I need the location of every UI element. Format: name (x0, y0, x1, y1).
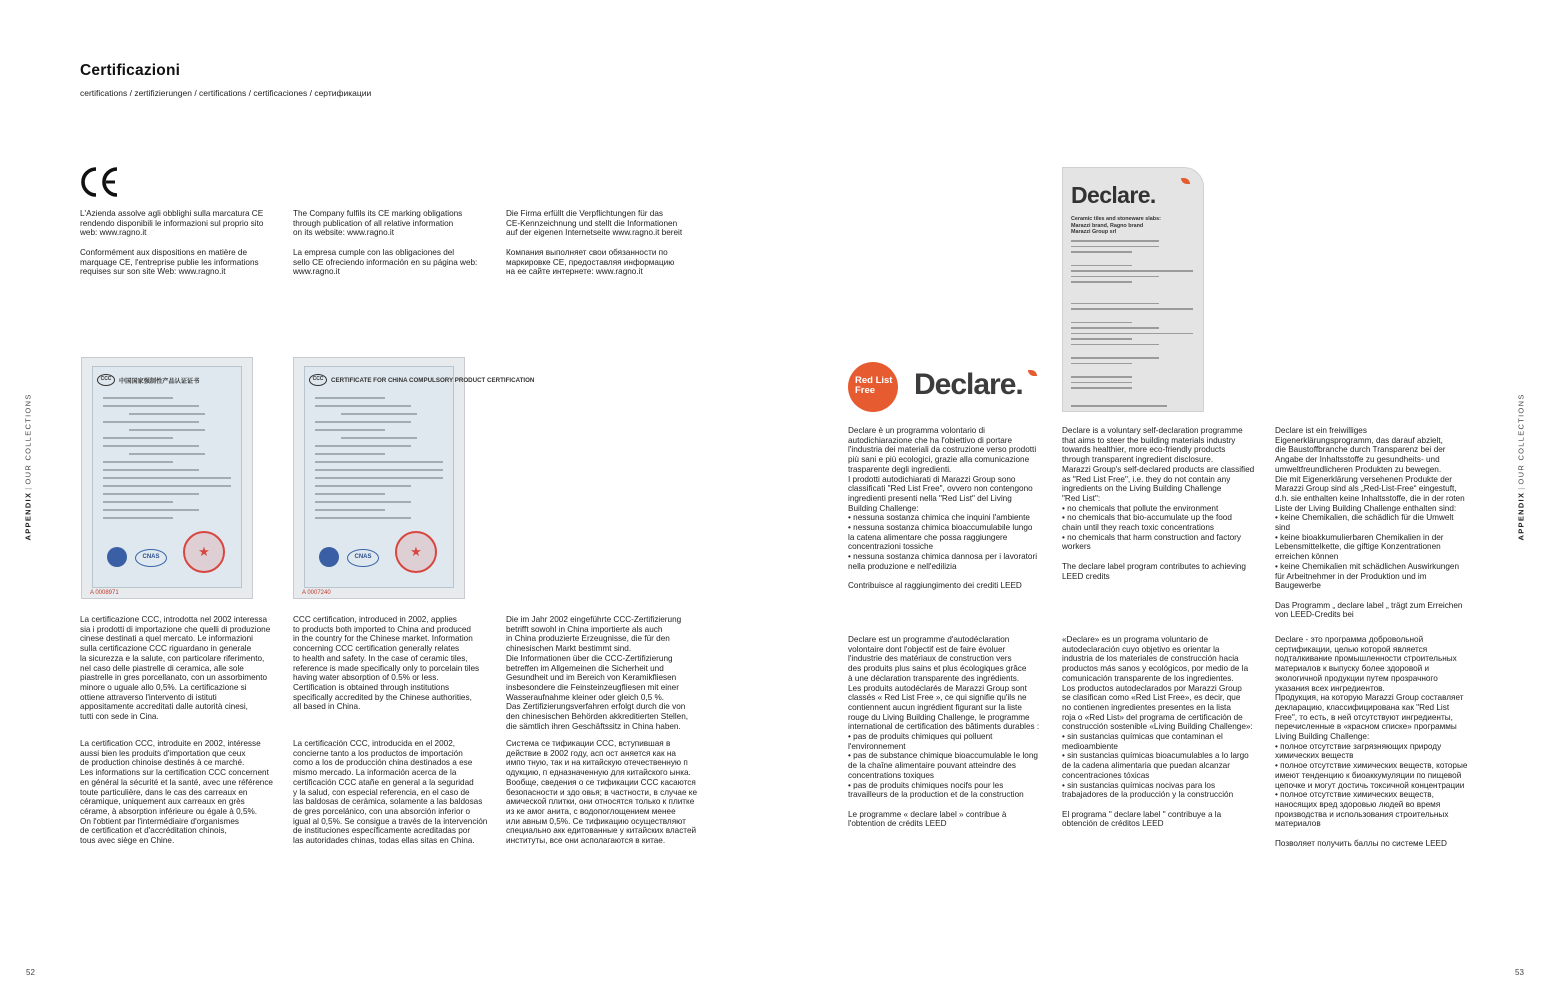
declare-text-ru: Declare - это программа добровольной сертификации, целью которой является подталкивание промышленности строительных материалов к выпуску более здоровой и экологичной продукции путем прозрачного указания всех ингредиентов. Продукция, на которую Marazzi Group составляет декларацию, классифицирована как "Red List Free", то есть, в ней отсутствуют ингредиенты, перечисленные в «красном списке» программы Living Building Challenge: • полное отсутствие загрязняющих природу химических веществ • полное отсутствие химических веществ, которые имеют тенденцию к биоаккумуляции по пищевой цепочке и могут достичь токсичной концентрации • полное отсутствие химических веществ, наносящих вред здоровью людей во время производства и использования строительных материалов Позволяет получить баллы по системе LEED (1275, 635, 1468, 848)
declare-product-label (1062, 167, 1204, 412)
red-stamp-icon (183, 531, 225, 573)
ccc-logo-icon: CCC (309, 374, 327, 386)
leaf-icon (1181, 178, 1190, 184)
leaf-icon (1028, 370, 1037, 376)
ce-mark-icon (80, 166, 122, 198)
declare-text-es: «Declare» es un programa voluntario de autodeclaración cuyo objetivo es orientar la industria de los materiales de construcción hacia productos más sanos y ecológicos, por medio de la comunicación transparente de los ingredientes. Los productos autodeclarados por Marazzi Group se clasifican como «Red List Free», es decir, que no contienen ingredientes presentes en la lista roja o «Red List» del programa de certificación de construcción sostenible «Living Building Challenge»: • sin sustancias químicas que contaminan el medioambiente • sin sustancias químicas bioacumulables a lo largo de la cadena alimentaria que puedan alcanzar concentraciones tóxicas • sin sustancias químicas nocivas para los trabajadores de la producción y la construcción El programa " declare label " contribuye a la obtención de créditos LEED (1062, 635, 1253, 829)
cnas-logo-icon: CNAS (135, 549, 167, 567)
side-label-bold: APPENDIX (23, 491, 33, 541)
ce-text-en: The Company fulfils its CE marking obligations through publication of all relative information on its website: www.ragno.it (293, 209, 463, 238)
page-title: Certificazioni (80, 62, 181, 79)
declare-logo: Declare. (914, 368, 1023, 401)
ccc-certificate-chinese (81, 357, 253, 599)
ccc-certificate-english (293, 357, 535, 599)
ce-text-de: Die Firma erfüllt die Verpflichtungen für das CE-Kennzeichnung und stellt die Informationen auf der eigenen Internetseite www.ragno.it bereit (506, 209, 683, 238)
ce-text-fr: Conformément aux dispositions en matière de marquage CE, l'entreprise publie les informations requises sur son site Web: www.ragno.it (80, 248, 259, 277)
seal-icon (107, 547, 127, 567)
ccc-text-es: La certificación CCC, introducida en el 2002, concierne tanto a los productos de importación como a los de producción china destinados a ese mismo mercado. La información acerca de la certificación CCC atañe en general a la seguridad y la salud, con especial referencia, en el caso de las baldosas de cerámica, solamente a las baldosas de gres porcelánico, con una absorción inferior o igual al 0,5%. Se consigue a través de la intervención de instituciones específicamente acreditadas por las autoridades chinas, todas ellas sitas en China. (293, 739, 488, 846)
ccc-text-it: La certificazione CCC, introdotta nel 2002 interessa sia i prodotti di importazione che quelli di produzione cinese destinati a quel mercato. Le informazioni sulla certificazione CCC riguardano in generale la sicurezza e la salute, con particolare riferimento, nel caso delle piastrelle di ceramica, alle sole piastrelle in gres porcellanato, con un assorbimento minore o uguale allo 0,5%. La certificazione si ottiene attraverso l'intervento di istituti appositamente accreditati dalle autorità cinesi, tutti con sede in Cina. (80, 615, 271, 722)
side-label-rest: OUR COLLECTIONS (1516, 393, 1526, 485)
ccc-text-fr: La certification CCC, introduite en 2002, intéresse aussi bien les produits d'importation que ceux de production chinoise destinés à ce marché. Les informations sur la certification CCC concernent en général la sécurité et la santé, avec une référence toute particulière, dans le cas des carreaux en céramique, uniquement aux carreaux en grès cérame, à absorption inférieure ou égale à 0,5%. On l'obtient par l'intermédiaire d'organismes de certification et d'accréditation chinois, tous avec siège en Chine. (80, 739, 273, 846)
side-label-bold: APPENDIX (1516, 491, 1526, 541)
declare-text-it: Declare è un programma volontario di autodichiarazione che ha l'obiettivo di portare l'industria dei materiali da costruzione verso prodotti più sani e più ecologici, grazie alla comunicazione trasparente degli ingredienti. I prodotti autodichiarati di Marazzi Group sono classificati "Red List Free", ovvero non contengono ingredienti presenti nella "Red List" del Living Building Challenge: • nessuna sostanza chimica che inquini l'ambiente • nessuna sostanza chimica bioaccumulabile lungo la catena alimentare che possa raggiungere concentrazioni tossiche • nessuna sostanza chimica dannosa per i lavoratori nella produzione e nell'edilizia Contribuisce al raggiungimento dei crediti LEED (848, 426, 1038, 591)
ccc-logo-icon: CCC (97, 374, 115, 386)
ce-text-es: La empresa cumple con las obligaciones del sello CE ofreciendo información en su página web: www.ragno.it (293, 248, 478, 277)
certificate-number: A 0007240 (302, 590, 331, 596)
ccc-text-de: Die im Jahr 2002 eingeführte CCC-Zertifizierung betrifft sowohl in China importierte als auch in China produzierte Erzeugnisse, die für den chinesischen Markt bestimmt sind. Die Informationen über die CCC-Zertifizierung betreffen im Allgemeinen die Sicherheit und Gesundheit und im Bereich von Keramikfliesen insbesondere die Feinsteinzeugfliesen mit einer Wasseraufnahme kleiner oder gleich 0,5 %. Das Zertifizierungsverfahren erfolgt durch die von den chinesischen Behörden akkreditierten Stellen, die sämtlich ihren Geschäftssitz in China haben. (506, 615, 689, 731)
side-label-right (1516, 393, 1526, 541)
certificate-number: A 0008971 (90, 590, 119, 596)
declare-label-heading: Ceramic tiles and stoneware slabs: Marazzi brand, Ragno brand Marazzi Group srl (1071, 216, 1161, 235)
ce-text-ru: Компания выполняет свои обязанности по маркировке CE, предоставляя информацию на ее сайте интернете: www.ragno.it (506, 248, 675, 277)
declare-text-en: Declare is a voluntary self-declaration programme that aims to steer the building materials industry towards healthier, more eco-friendly products through transparent ingredient disclosure. Marazzi Group's self-declared products are classified as "Red List Free", i.e. they do not contain any ingredients on the Living Building Challenge "Red List": • no chemicals that pollute the environment • no chemicals that bio-accumulate up the food chain until they reach toxic concentrations • no chemicals that harm construction and factory workers The declare label program contributes to achieving LEED credits (1062, 426, 1255, 581)
side-label-rest: OUR COLLECTIONS (23, 393, 33, 485)
declare-text-de: Declare ist ein freiwilliges Eigenerklärungsprogramm, das darauf abzielt, die Baustoffbranche durch Transparenz bei der Angabe der Inhaltsstoffe zu gesundheits- und umweltfreundlicheren Produkten zu bewegen. Die mit Eigenerklärung versehenen Produkte der Marazzi Group sind als „Red-List-Free“ eingestuft, d.h. sie enthalten keine Inhaltsstoffe, die in der roten Liste der Living Building Challenge enthalten sind: • keine Chemikalien, die schädlich für die Umwelt sind • keine bioakkumulierbaren Chemikalien in der Lebensmittelkette, die giftige Konzentrationen erreichen können • keine Chemikalien mit schädlichen Auswirkungen für Arbeitnehmer in der Produktion und im Baugewerbe Das Programm „ declare label „ trägt zum Erreichen von LEED-Credits bei (1275, 426, 1465, 620)
cnas-logo-icon: CNAS (347, 549, 379, 567)
red-list-free-badge: Red List Free (848, 362, 898, 412)
seal-icon (319, 547, 339, 567)
ccc-text-ru: Система се тификации CCC, вступившая в действие в 2002 году, асп ост аняется как на импо тную, так и на китайскую отечественную п одукцию, п едназначенную для китайского ынка. Вообще, сведения о се тификации CCC касаются безопасности и здо овья; в частности, в случае ке амической плитки, они относятся только к плитке из ке амог анита, с водопоглощением менее или авным 0,5%. Се тификацию осуществляют специально акк едитованные у китайских властей институты, все они асполагаются в китае. (506, 739, 698, 846)
side-label-separator: | (1516, 486, 1526, 490)
ccc-text-en: CCC certification, introduced in 2002, applies to products both imported to China and produced in the country for the Chinese market. Information concerning CCC certification generally relates to health and safety. In the case of ceramic tiles, reference is made specifically only to porcelain tiles having water absorption of 0.5% or less. Certification is obtained through institutions specifically accredited by the Chinese authorities, all based in China. (293, 615, 480, 712)
red-stamp-icon (395, 531, 437, 573)
page-number-right: 53 (1515, 968, 1524, 977)
side-label-separator: | (23, 486, 33, 490)
declare-label-logo: Declare. (1071, 182, 1156, 208)
certificate-title: CERTIFICATE FOR CHINA COMPULSORY PRODUCT CERTIFICATION (331, 376, 535, 384)
certificate-title: 中国国家强制性产品认证证书 (119, 377, 200, 385)
side-label-left (23, 393, 33, 541)
declare-text-fr: Declare est un programme d'autodéclaration volontaire dont l'objectif est de faire évoluer l'industrie des matériaux de construction vers des produits plus sains et plus écologiques grâce à une déclaration transparente des ingrédients. Les produits autodéclarés de Marazzi Group sont classés « Red List Free », ce qui signifie qu'ils ne contiennent aucun ingrédient figurant sur la liste rouge du Living Building Challenge, le programme international de certification des bâtiments durables : • pas de produits chimiques qui polluent l'environnement • pas de substance chimique bioaccumulable le long de la chaîne alimentaire pouvant atteindre des concentrations toxiques • pas de produits chimiques nocifs pour les travailleurs de la production et de la construction Le programme « declare label » contribue à l'obtention de crédits LEED (848, 635, 1040, 829)
page-number-left: 52 (26, 968, 35, 977)
page-subtitle: certifications / zertifizierungen / certifications / certificaciones / сертификации (80, 88, 372, 98)
ce-text-it: L'Azienda assolve agli obblighi sulla marcatura CE rendendo disponibili le informazioni sul proprio sito web: www.ragno.it (80, 209, 264, 238)
